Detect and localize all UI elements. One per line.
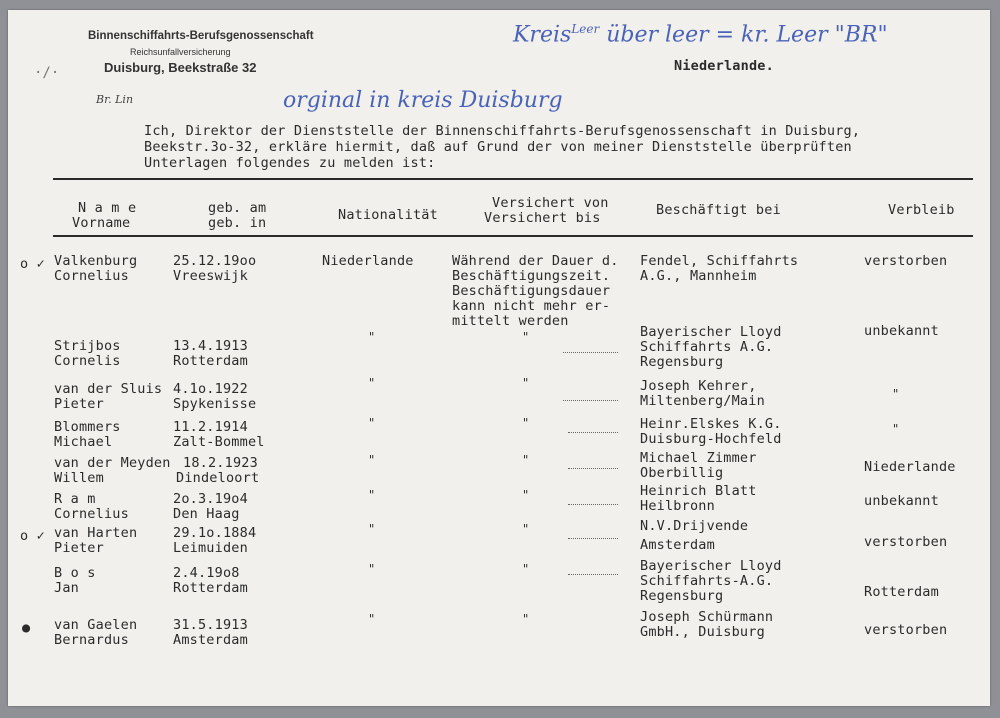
row-birth-place: Vreeswijk	[173, 268, 248, 284]
row-birth-place: Amsterdam	[173, 632, 248, 648]
letterhead-sub: Reichsunfallversicherung	[130, 47, 231, 57]
row-marker: ●	[22, 620, 31, 636]
dotted-dash	[568, 432, 618, 433]
row-nationality: "	[368, 330, 376, 344]
row-surname: Strijbos	[54, 338, 121, 354]
col-header-insured-to: Versichert bis	[484, 210, 601, 226]
row-insured: Während der Dauer d.	[452, 253, 619, 269]
row-birth-date: 4.1o.1922	[173, 381, 248, 397]
col-header-name: N a m e	[78, 200, 137, 216]
letterhead-org: Binnenschiffahrts-Berufsgenossenschaft	[88, 30, 314, 42]
row-firstname: Cornelius	[54, 506, 129, 522]
row-whereabouts: "	[892, 422, 900, 436]
row-birth-date: 2.4.19o8	[173, 565, 240, 581]
note-leer-super: Leer	[571, 22, 600, 36]
row-employer: Fendel, Schiffahrts	[640, 253, 799, 269]
col-header-firstname: Vorname	[72, 215, 131, 231]
row-nationality: "	[368, 453, 376, 467]
row-whereabouts: unbekannt	[864, 493, 939, 509]
col-header-born-date: geb. am	[208, 200, 267, 216]
row-firstname: Cornelis	[54, 353, 121, 369]
col-header-nationality: Nationalität	[338, 207, 438, 223]
row-birth-date: 25.12.19oo	[173, 253, 257, 269]
row-birth-place: Leimuiden	[173, 540, 248, 556]
row-employer: N.V.Drijvende	[640, 518, 749, 534]
document-page	[8, 10, 990, 706]
row-whereabouts: verstorben	[864, 253, 948, 269]
intro-line-3: Unterlagen folgendes zu melden ist:	[144, 155, 436, 171]
row-insured: mittelt werden	[452, 313, 569, 329]
row-employer: Duisburg-Hochfeld	[640, 431, 782, 447]
row-whereabouts: "	[892, 387, 900, 401]
dotted-dash	[568, 468, 618, 469]
col-header-whereabouts: Verbleib	[888, 202, 955, 218]
row-birth-place: Dindeloort	[176, 470, 260, 486]
handwritten-initials: Br. Lin	[96, 93, 134, 106]
row-whereabouts: unbekannt	[864, 323, 939, 339]
country-header: Niederlande.	[674, 58, 774, 74]
row-firstname: Willem	[54, 470, 104, 486]
col-header-born-place: geb. in	[208, 215, 267, 231]
dotted-dash	[568, 504, 618, 505]
row-surname: B o s	[54, 565, 96, 581]
handwritten-note-top-right	[513, 22, 888, 47]
row-firstname: Cornelius	[54, 268, 129, 284]
row-employer: Amsterdam	[640, 537, 715, 553]
row-insured: "	[522, 376, 530, 390]
row-employer: Oberbillig	[640, 465, 724, 481]
table-header-rule	[53, 235, 973, 237]
row-insured: "	[522, 562, 530, 576]
row-surname: R a m	[54, 491, 96, 507]
table-top-rule	[53, 178, 973, 180]
row-birth-date: 11.2.1914	[173, 419, 248, 435]
row-nationality: "	[368, 416, 376, 430]
note-rest: über leer = kr. Leer	[606, 22, 828, 48]
row-insured: "	[522, 522, 530, 536]
row-employer: Regensburg	[640, 588, 724, 604]
dotted-dash	[563, 400, 618, 401]
row-employer: Bayerischer Lloyd	[640, 324, 782, 340]
row-marker: o ✓	[20, 256, 45, 272]
row-employer: Joseph Kehrer,	[640, 378, 757, 394]
row-employer: Heilbronn	[640, 498, 715, 514]
note-quote: "BR"	[834, 22, 888, 48]
row-nationality: "	[368, 376, 376, 390]
row-whereabouts: verstorben	[864, 622, 948, 638]
row-firstname: Bernardus	[54, 632, 129, 648]
row-birth-date: 2o.3.19o4	[173, 491, 248, 507]
row-surname: Blommers	[54, 419, 121, 435]
row-birth-date: 18.2.1923	[183, 455, 258, 471]
row-insured: Beschäftigungsdauer	[452, 283, 611, 299]
row-surname: Valkenburg	[54, 253, 138, 269]
row-nationality: Niederlande	[322, 253, 414, 269]
row-employer: A.G., Mannheim	[640, 268, 757, 284]
row-surname: van Gaelen	[54, 617, 138, 633]
row-marker: o ✓	[20, 528, 45, 544]
row-insured: "	[522, 488, 530, 502]
dotted-dash	[568, 574, 618, 575]
intro-line-1: Ich, Direktor der Dienststelle der Binnenschiffahrts-Berufsgenossenschaft in Duisburg,	[144, 123, 861, 139]
row-insured: "	[522, 612, 530, 626]
row-birth-place: Rotterdam	[173, 353, 248, 369]
row-firstname: Pieter	[54, 396, 104, 412]
row-nationality: "	[368, 562, 376, 576]
row-firstname: Pieter	[54, 540, 104, 556]
row-insured: "	[522, 416, 530, 430]
row-firstname: Michael	[54, 434, 113, 450]
row-insured: Beschäftigungszeit.	[452, 268, 611, 284]
dotted-dash	[568, 538, 618, 539]
row-surname: van der Meyden	[54, 455, 171, 471]
row-birth-place: Zalt-Bommel	[173, 434, 265, 450]
row-surname: van Harten	[54, 525, 138, 541]
note-kreis: Kreis	[513, 22, 572, 48]
row-surname: van der Sluis	[54, 381, 163, 397]
row-insured: "	[522, 330, 530, 344]
row-employer: Miltenberg/Main	[640, 393, 765, 409]
letterhead-city: Duisburg, Beekstraße 32	[104, 60, 257, 75]
row-whereabouts: Rotterdam	[864, 584, 939, 600]
intro-line-2: Beekstr.3o-32, erkläre hiermit, daß auf Grund der von meiner Dienststelle überprüften	[144, 139, 852, 155]
handwritten-note-middle: orginal in kreis Duisburg	[283, 88, 563, 113]
row-employer: Regensburg	[640, 354, 724, 370]
row-employer: Joseph Schürmann	[640, 609, 774, 625]
row-employer: Heinr.Elskes K.G.	[640, 416, 782, 432]
row-employer: Schiffahrts A.G.	[640, 339, 774, 355]
row-whereabouts: Niederlande	[864, 459, 956, 475]
row-employer: Michael Zimmer	[640, 450, 757, 466]
row-whereabouts: verstorben	[864, 534, 948, 550]
dotted-dash	[563, 352, 618, 353]
row-birth-place: Rotterdam	[173, 580, 248, 596]
row-nationality: "	[368, 612, 376, 626]
row-birth-place: Spykenisse	[173, 396, 257, 412]
row-nationality: "	[368, 488, 376, 502]
col-header-employer: Beschäftigt bei	[656, 202, 781, 218]
row-birth-place: Den Haag	[173, 506, 240, 522]
row-employer: GmbH., Duisburg	[640, 624, 765, 640]
row-firstname: Jan	[54, 580, 79, 596]
row-birth-date: 29.1o.1884	[173, 525, 257, 541]
row-insured: "	[522, 453, 530, 467]
row-insured: kann nicht mehr er-	[452, 298, 611, 314]
row-birth-date: 31.5.1913	[173, 617, 248, 633]
row-employer: Schiffahrts-A.G.	[640, 573, 774, 589]
row-employer: Heinrich Blatt	[640, 483, 757, 499]
col-header-insured-from: Versichert von	[492, 195, 609, 211]
pencil-mark: ·/·	[34, 65, 60, 81]
row-employer: Bayerischer Lloyd	[640, 558, 782, 574]
row-nationality: "	[368, 522, 376, 536]
row-birth-date: 13.4.1913	[173, 338, 248, 354]
